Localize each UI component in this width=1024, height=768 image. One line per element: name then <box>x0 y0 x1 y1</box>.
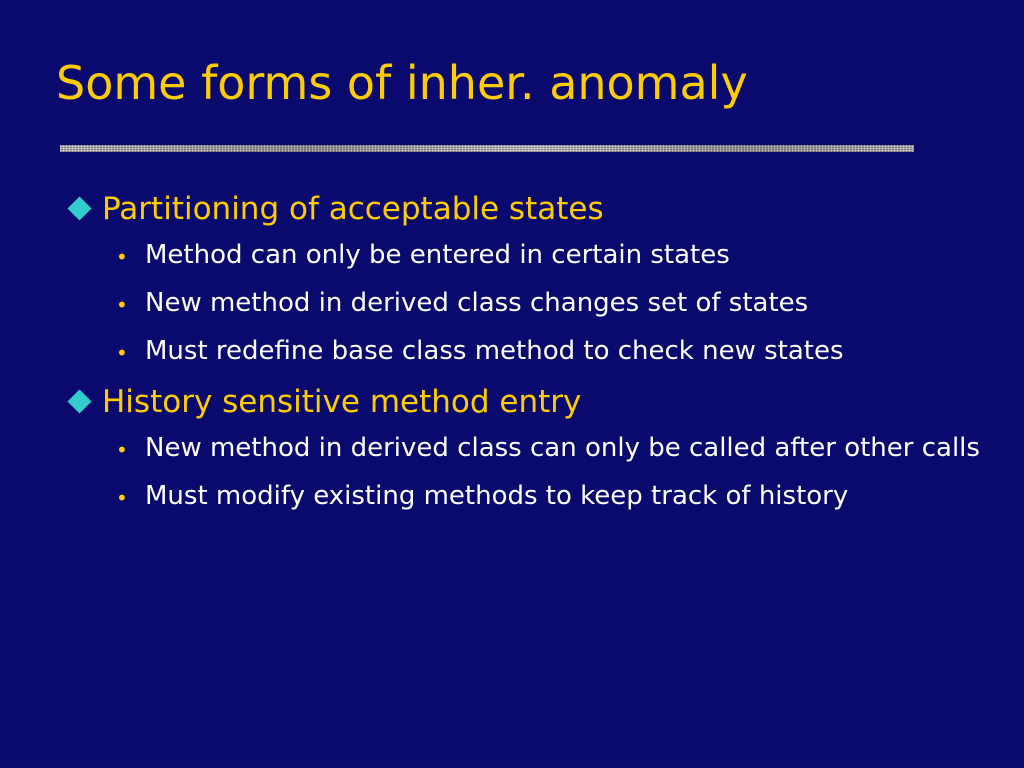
title-divider <box>60 145 914 152</box>
list-item-text: New method in derived class can only be called after other calls <box>145 433 980 464</box>
list-item-text: Must modify existing methods to keep track of history <box>145 481 849 512</box>
list-item <box>62 287 982 319</box>
bullet-dot-icon: • <box>116 244 128 269</box>
list-item <box>62 335 982 367</box>
section-heading-partitioning <box>62 190 982 229</box>
list-item <box>62 432 982 464</box>
diamond-bullet-icon <box>67 196 91 220</box>
section-heading-text: Partitioning of acceptable states <box>102 191 604 227</box>
slide-body <box>62 190 982 529</box>
list-item <box>62 239 982 271</box>
bullet-dot-icon: • <box>116 438 128 463</box>
bullet-dot-icon: • <box>116 486 128 511</box>
list-item-text: New method in derived class changes set of states <box>145 287 809 318</box>
bullet-dot-icon: • <box>116 341 128 366</box>
list-item-text: Must redefine base class method to check new states <box>145 336 844 367</box>
section-heading-text: History sensitive method entry <box>102 384 582 421</box>
section-heading-history <box>62 383 982 422</box>
bullet-dot-icon: • <box>116 292 128 317</box>
list-item <box>62 480 982 512</box>
list-item-text: Method can only be entered in certain states <box>145 239 730 270</box>
diamond-bullet-icon <box>67 390 91 414</box>
slide-title: Some forms of inher. anomaly <box>56 56 748 110</box>
